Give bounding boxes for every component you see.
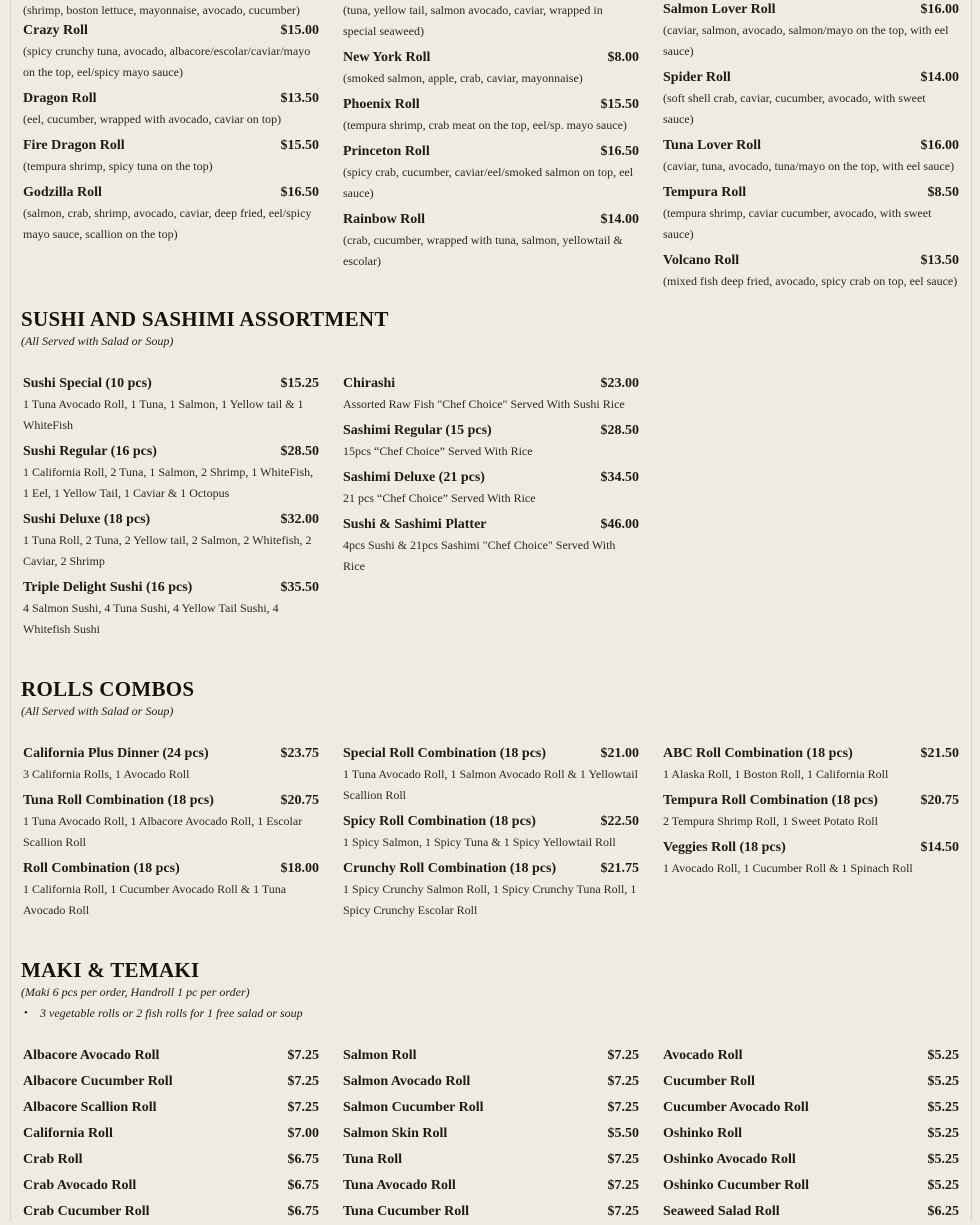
- menu-item: [663, 0, 959, 62]
- item-price: $35.50: [280, 580, 319, 595]
- item-desc: (salmon, crab, shrimp, avocado, caviar, deep fried, eel/spicy mayo sauce, scallion on the top): [23, 206, 312, 241]
- maki-item: [343, 1069, 639, 1095]
- item-name: Albacore Cucumber Roll: [23, 1074, 173, 1089]
- item-price: $14.50: [920, 840, 959, 855]
- item-desc: (spicy crunchy tuna, avocado, albacore/escolar/caviar/mayo on the top, eel/spicy mayo sauce): [23, 44, 311, 79]
- item-price: $5.25: [927, 1074, 959, 1089]
- item-price: $20.75: [920, 793, 959, 808]
- item-name: Chirashi: [343, 376, 396, 391]
- menu-item: [343, 48, 639, 89]
- item-name: Godzilla Roll: [23, 185, 102, 200]
- menu-item: [343, 744, 639, 806]
- item-name: Salmon Avocado Roll: [343, 1074, 471, 1089]
- item-price: $6.75: [287, 1152, 319, 1167]
- menu-item: [343, 515, 639, 577]
- maki-item: [663, 1147, 959, 1173]
- item-price: $23.00: [600, 376, 639, 391]
- item-price: $7.25: [607, 1204, 639, 1219]
- item-name: California Roll: [23, 1126, 113, 1141]
- item-name: Oshinko Avocado Roll: [663, 1152, 796, 1167]
- menu-item: [23, 183, 319, 245]
- maki-item: [23, 1173, 319, 1199]
- menu-item: [23, 859, 319, 921]
- item-desc: 1 Tuna Avocado Roll, 1 Albacore Avocado Roll, 1 Escolar Scallion Roll: [23, 814, 303, 849]
- maki-item: [343, 1121, 639, 1147]
- item-price: $7.25: [607, 1178, 639, 1193]
- menu-item: [23, 791, 319, 853]
- item-price: $7.25: [607, 1074, 639, 1089]
- sushi-col2: [343, 374, 639, 583]
- item-price: $6.75: [287, 1178, 319, 1193]
- item-name: Tuna Roll: [343, 1152, 403, 1167]
- menu-item: [663, 136, 959, 177]
- item-name: California Plus Dinner (24 pcs): [23, 746, 209, 761]
- menu-item: [23, 21, 319, 83]
- item-name: Tempura Roll: [663, 185, 747, 200]
- menu-item: [343, 374, 639, 415]
- maki-item: [343, 1173, 639, 1199]
- item-desc: 1 Spicy Salmon, 1 Spicy Tuna & 1 Spicy Yellowtail Roll: [343, 835, 616, 849]
- promo-bullet: • 3 vegetable rolls or 2 fish rolls for 1 free salad or soup: [40, 1005, 303, 1021]
- item-name: Spider Roll: [663, 70, 731, 85]
- item-name: Princeton Roll: [343, 144, 430, 159]
- item-name: Triple Delight Sushi (16 pcs): [23, 580, 193, 595]
- menu-item: [23, 442, 319, 504]
- item-price: $8.00: [607, 50, 639, 65]
- item-price: $7.25: [287, 1074, 319, 1089]
- item-price: $5.25: [927, 1178, 959, 1193]
- item-price: $5.50: [607, 1126, 639, 1141]
- item-name: Fire Dragon Roll: [23, 138, 125, 153]
- item-price: $28.50: [280, 444, 319, 459]
- maki-item: [23, 1043, 319, 1069]
- item-desc: (soft shell crab, caviar, cucumber, avocado, with sweet sauce): [663, 91, 926, 126]
- maki-item: [663, 1069, 959, 1095]
- top-rolls-col1: [23, 0, 319, 251]
- item-name: Sushi Deluxe (18 pcs): [23, 512, 151, 527]
- maki-item: [663, 1173, 959, 1199]
- item-price: $15.25: [280, 376, 319, 391]
- item-desc: 1 Tuna Avocado Roll, 1 Tuna, 1 Salmon, 1 Yellow tail & 1 WhiteFish: [23, 397, 304, 432]
- item-price: $7.25: [287, 1100, 319, 1115]
- item-desc: 3 California Rolls, 1 Avocado Roll: [23, 767, 190, 781]
- item-price: $15.50: [280, 138, 319, 153]
- item-price: $20.75: [280, 793, 319, 808]
- item-desc: 4pcs Sushi & 21pcs Sashimi "Chef Choice" Served With Rice: [343, 538, 616, 573]
- item-name: Avocado Roll: [663, 1048, 743, 1063]
- item-desc: Assorted Raw Fish "Chef Choice" Served With Sushi Rice: [343, 397, 625, 411]
- item-name: Dragon Roll: [23, 91, 97, 106]
- item-price: $7.25: [607, 1048, 639, 1063]
- item-name: Sushi Regular (16 pcs): [23, 444, 157, 459]
- item-price: $13.50: [280, 91, 319, 106]
- item-desc: (shrimp, boston lettuce, mayonnaise, avocado, cucumber): [23, 3, 300, 17]
- item-desc: (smoked salmon, apple, crab, caviar, mayonnaise): [343, 71, 583, 85]
- combos-col2: [343, 744, 639, 927]
- item-price: $21.75: [600, 861, 639, 876]
- item-name: Salmon Skin Roll: [343, 1126, 448, 1141]
- item-price: $7.00: [287, 1126, 319, 1141]
- item-price: $5.25: [927, 1152, 959, 1167]
- maki-item: [663, 1121, 959, 1147]
- item-name: Tuna Lover Roll: [663, 138, 762, 153]
- item-desc: (tuna, yellow tail, salmon avocado, caviar, wrapped in special seaweed): [343, 3, 603, 38]
- menu-item: [663, 251, 959, 292]
- item-name: Tuna Avocado Roll: [343, 1178, 456, 1193]
- item-price: $16.00: [920, 2, 959, 17]
- item-name: Crab Avocado Roll: [23, 1178, 137, 1193]
- item-name: Cucumber Roll: [663, 1074, 755, 1089]
- item-price: $5.25: [927, 1100, 959, 1115]
- item-name: Oshinko Cucumber Roll: [663, 1178, 809, 1193]
- menu-item: [23, 578, 319, 640]
- item-name: Crazy Roll: [23, 23, 88, 38]
- menu-item: [663, 791, 959, 832]
- item-name: Tuna Cucumber Roll: [343, 1204, 470, 1219]
- top-rolls-col3: [663, 0, 959, 298]
- maki-col1: [23, 1043, 319, 1225]
- item-price: $21.00: [600, 746, 639, 761]
- item-price: $5.25: [927, 1126, 959, 1141]
- item-name: Cucumber Avocado Roll: [663, 1100, 809, 1115]
- section-title-sushi-sashimi: SUSHI AND SASHIMI ASSORTMENT: [21, 307, 389, 331]
- menu-item: [23, 744, 319, 785]
- maki-item: [23, 1147, 319, 1173]
- item-desc: 1 Spicy Crunchy Salmon Roll, 1 Spicy Crunchy Tuna Roll, 1 Spicy Crunchy Escolar Roll: [343, 882, 637, 917]
- maki-item: [343, 1199, 639, 1225]
- item-name: Special Roll Combination (18 pcs): [343, 746, 547, 761]
- item-desc: 15pcs “Chef Choice” Served With Rice: [343, 444, 533, 458]
- item-price: $15.50: [600, 97, 639, 112]
- item-name: Crab Cucumber Roll: [23, 1204, 150, 1219]
- menu-item: [343, 142, 639, 204]
- item-desc: 4 Salmon Sushi, 4 Tuna Sushi, 4 Yellow Tail Sushi, 4 Whitefish Sushi: [23, 601, 279, 636]
- item-name: Sashimi Deluxe (21 pcs): [343, 470, 485, 485]
- menu-item: [343, 812, 639, 853]
- section-title-maki-temaki: MAKI & TEMAKI: [21, 958, 200, 982]
- item-desc: (tempura shrimp, caviar cucumber, avocado, with sweet sauce): [663, 206, 932, 241]
- item-name: Sushi & Sashimi Platter: [343, 517, 487, 532]
- section-note: (Maki 6 pcs per order, Handroll 1 pc per order): [21, 985, 250, 999]
- item-name: Albacore Avocado Roll: [23, 1048, 160, 1063]
- section-note: (All Served with Salad or Soup): [21, 334, 174, 348]
- item-price: $7.25: [287, 1048, 319, 1063]
- item-price: $6.25: [927, 1204, 959, 1219]
- maki-item: [663, 1043, 959, 1069]
- menu-item: [663, 744, 959, 785]
- item-name: Phoenix Roll: [343, 97, 420, 112]
- item-name: Rainbow Roll: [343, 212, 426, 227]
- item-desc: 1 Tuna Roll, 2 Tuna, 2 Yellow tail, 2 Salmon, 2 Whitefish, 2 Caviar, 2 Shrimp: [23, 533, 312, 568]
- item-price: $21.50: [920, 746, 959, 761]
- menu-item: [343, 210, 639, 272]
- item-price: $5.25: [927, 1048, 959, 1063]
- item-price: $18.00: [280, 861, 319, 876]
- item-name: New York Roll: [343, 50, 431, 65]
- item-name: Veggies Roll (18 pcs): [663, 840, 786, 855]
- item-desc: (crab, cucumber, wrapped with tuna, salmon, yellowtail & escolar): [343, 233, 623, 268]
- maki-item: [23, 1121, 319, 1147]
- item-name: Crunchy Roll Combination (18 pcs): [343, 861, 557, 876]
- item-desc: (tempura shrimp, spicy tuna on the top): [23, 159, 213, 173]
- item-price: $14.00: [600, 212, 639, 227]
- item-name: Tuna Roll Combination (18 pcs): [23, 793, 214, 808]
- item-name: Sashimi Regular (15 pcs): [343, 423, 492, 438]
- menu-item: [663, 68, 959, 130]
- menu-item: [343, 468, 639, 509]
- maki-item: [663, 1095, 959, 1121]
- item-price: $7.25: [607, 1100, 639, 1115]
- item-desc: (caviar, tuna, avocado, tuna/mayo on the top, with eel sauce): [663, 159, 955, 173]
- item-price: $8.50: [927, 185, 959, 200]
- item-price: $6.75: [287, 1204, 319, 1219]
- item-name: Albacore Scallion Roll: [23, 1100, 157, 1115]
- item-name: Volcano Roll: [663, 253, 740, 268]
- maki-item: [23, 1199, 319, 1225]
- item-desc: (eel, cucumber, wrapped with avocado, caviar on top): [23, 112, 282, 126]
- item-price: $16.00: [920, 138, 959, 153]
- item-name: Seaweed Salad Roll: [663, 1204, 780, 1219]
- menu-item: [23, 89, 319, 130]
- combos-col3: [663, 744, 959, 885]
- item-price: $22.50: [600, 814, 639, 829]
- menu-item: [23, 136, 319, 177]
- menu-item: [23, 0, 319, 21]
- item-desc: 21 pcs “Chef Choice” Served With Rice: [343, 491, 536, 505]
- item-desc: 1 Avocado Roll, 1 Cucumber Roll & 1 Spinach Roll: [663, 861, 913, 875]
- item-price: $34.50: [600, 470, 639, 485]
- maki-item: [663, 1199, 959, 1225]
- item-price: $13.50: [920, 253, 959, 268]
- section-note: (All Served with Salad or Soup): [21, 704, 174, 718]
- item-price: $46.00: [600, 517, 639, 532]
- item-price: $16.50: [280, 185, 319, 200]
- menu-item: [343, 421, 639, 462]
- menu-item: [23, 510, 319, 572]
- sushi-col1: [23, 374, 319, 646]
- item-name: Spicy Roll Combination (18 pcs): [343, 814, 536, 829]
- maki-item: [343, 1095, 639, 1121]
- menu-item: [343, 0, 639, 42]
- item-desc: 1 California Roll, 1 Cucumber Avocado Roll & 1 Tuna Avocado Roll: [23, 882, 287, 917]
- item-desc: (caviar, salmon, avocado, salmon/mayo on the top, with eel sauce): [663, 23, 949, 58]
- item-desc: 1 Tuna Avocado Roll, 1 Salmon Avocado Roll & 1 Yellowtail Scallion Roll: [343, 767, 638, 802]
- item-desc: (mixed fish deep fried, avocado, spicy crab on top, eel sauce): [663, 274, 958, 288]
- maki-item: [343, 1147, 639, 1173]
- item-name: ABC Roll Combination (18 pcs): [663, 746, 853, 761]
- maki-item: [343, 1043, 639, 1069]
- top-rolls-col2: [343, 0, 639, 278]
- item-price: $28.50: [600, 423, 639, 438]
- item-price: $14.00: [920, 70, 959, 85]
- item-name: Roll Combination (18 pcs): [23, 861, 180, 876]
- maki-item: [23, 1069, 319, 1095]
- combos-col1: [23, 744, 319, 927]
- item-name: Salmon Cucumber Roll: [343, 1100, 484, 1115]
- item-price: $7.25: [607, 1152, 639, 1167]
- item-name: Tempura Roll Combination (18 pcs): [663, 793, 878, 808]
- item-desc: 1 Alaska Roll, 1 Boston Roll, 1 California Roll: [663, 767, 889, 781]
- menu-item: [343, 95, 639, 136]
- maki-col3: [663, 1043, 959, 1225]
- maki-item: [23, 1095, 319, 1121]
- item-price: $15.00: [280, 23, 319, 38]
- maki-col2: [343, 1043, 639, 1225]
- item-name: Sushi Special (10 pcs): [23, 376, 152, 391]
- item-desc: (spicy crab, cucumber, caviar/eel/smoked salmon on top, eel sauce): [343, 165, 634, 200]
- section-title-rolls-combos: ROLLS COMBOS: [21, 677, 195, 701]
- item-price: $23.75: [280, 746, 319, 761]
- item-desc: 1 California Roll, 2 Tuna, 1 Salmon, 2 Shrimp, 1 WhiteFish, 1 Eel, 1 Yellow Tail, 1 Caviar & 1 Octopus: [23, 465, 314, 500]
- item-price: $32.00: [280, 512, 319, 527]
- item-name: Salmon Roll: [343, 1048, 417, 1063]
- item-price: $16.50: [600, 144, 639, 159]
- item-desc: 2 Tempura Shrimp Roll, 1 Sweet Potato Roll: [663, 814, 878, 828]
- item-name: Salmon Lover Roll: [663, 2, 776, 17]
- menu-item: [663, 183, 959, 245]
- item-name: Oshinko Roll: [663, 1126, 742, 1141]
- menu-item: [663, 838, 959, 879]
- menu-item: [23, 374, 319, 436]
- item-desc: (tempura shrimp, crab meat on the top, eel/sp. mayo sauce): [343, 118, 627, 132]
- item-name: Crab Roll: [23, 1152, 83, 1167]
- menu-item: [343, 859, 639, 921]
